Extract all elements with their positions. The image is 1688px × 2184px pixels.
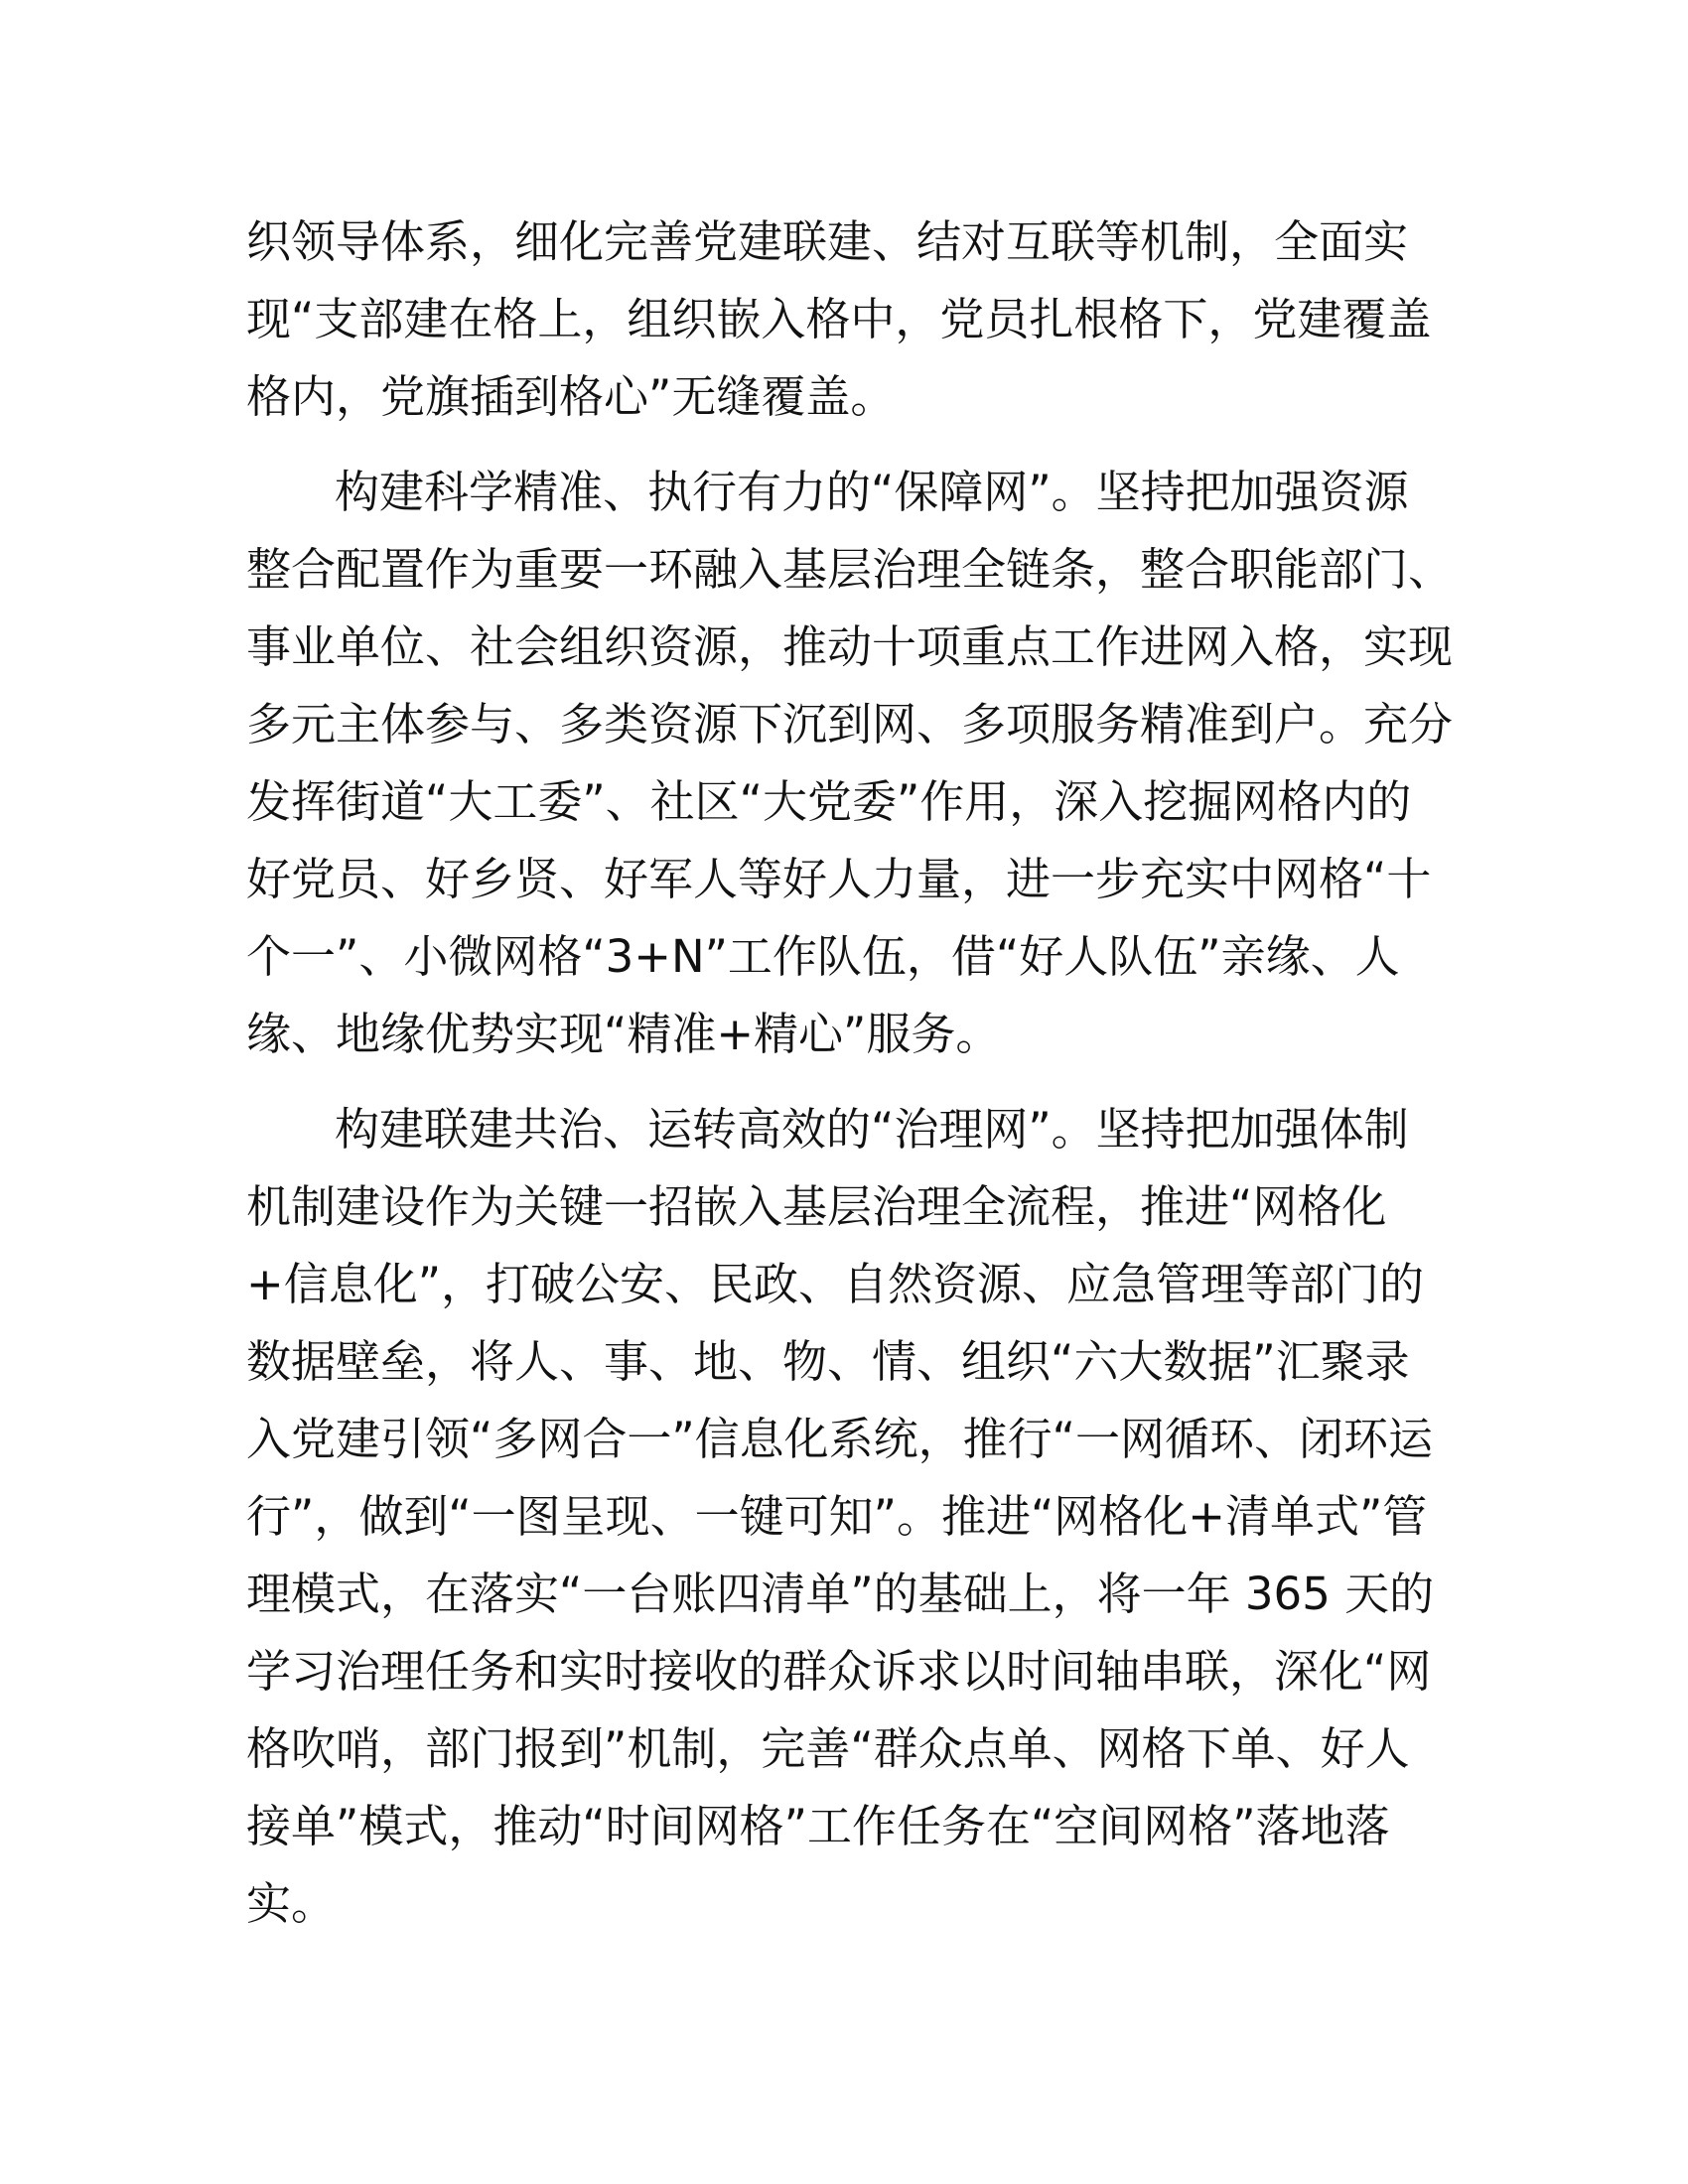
paragraph-2-line-5: 发挥街道“大工委”、社区“大党委”作用，深入挖掘网格内的 — [246, 775, 1412, 828]
paragraph-3-line-7: 理模式，在落实“一台账四清单”的基础上，将一年 365 天的 — [246, 1568, 1435, 1620]
paragraph-1-line-2: 现“支部建在格上，组织嵌入格中，党员扎根格下，党建覆盖 — [246, 293, 1432, 345]
paragraph-3-line-1: 构建联建共治、运转高效的“治理网”。坚持把加强体制 — [335, 1103, 1409, 1156]
paragraph-1-line-3: 格内，党旗插到格心”无缝覆盖。 — [246, 370, 896, 423]
paragraph-2-line-1: 构建科学精准、执行有力的“保障网”。坚持把加强资源 — [335, 466, 1409, 518]
paragraph-2-line-2: 整合配置作为重要一环融入基层治理全链条，整合职能部门、 — [246, 543, 1454, 596]
paragraph-3-line-9: 格吹哨，部门报到”机制，完善“群众点单、网格下单、好人 — [246, 1722, 1410, 1775]
paragraph-3-line-6: 行”，做到“一图呈现、一键可知”。推进“网格化+清单式”管 — [246, 1490, 1428, 1543]
paragraph-3-line-2: 机制建设作为关键一招嵌入基层治理全流程，推进“网格化 — [246, 1180, 1387, 1233]
paragraph-3-line-10: 接单”模式，推动“时间网格”工作任务在“空间网格”落地落 — [246, 1800, 1390, 1852]
paragraph-2-line-8: 缘、地缘优势实现“精准+精心”服务。 — [246, 1008, 1001, 1060]
paragraph-3-line-3: +信息化”，打破公安、民政、自然资源、应急管理等部门的 — [246, 1258, 1425, 1310]
paragraph-3-line-11: 实。 — [246, 1877, 337, 1930]
paragraph-3-line-5: 入党建引领“多网合一”信息化系统，推行“一网循环、闭环运 — [246, 1413, 1433, 1465]
paragraph-2-line-7: 个一”、小微网格“3+N”工作队伍，借“好人队伍”亲缘、人 — [246, 930, 1400, 983]
paragraph-3-line-8: 学习治理任务和实时接收的群众诉求以时间轴串联，深化“网 — [246, 1645, 1432, 1698]
paragraph-2-line-6: 好党员、好乡贤、好军人等好人力量，进一步充实中网格“十 — [246, 853, 1432, 905]
paragraph-2-line-4: 多元主体参与、多类资源下沉到网、多项服务精准到户。充分 — [246, 698, 1454, 751]
paragraph-1-line-1: 织领导体系，细化完善党建联建、结对互联等机制，全面实 — [246, 215, 1409, 268]
paragraph-3-line-4: 数据壁垒，将人、事、地、物、情、组织“六大数据”汇聚录 — [246, 1335, 1410, 1388]
paragraph-2-line-3: 事业单位、社会组织资源，推动十项重点工作进网入格，实现 — [246, 620, 1454, 673]
